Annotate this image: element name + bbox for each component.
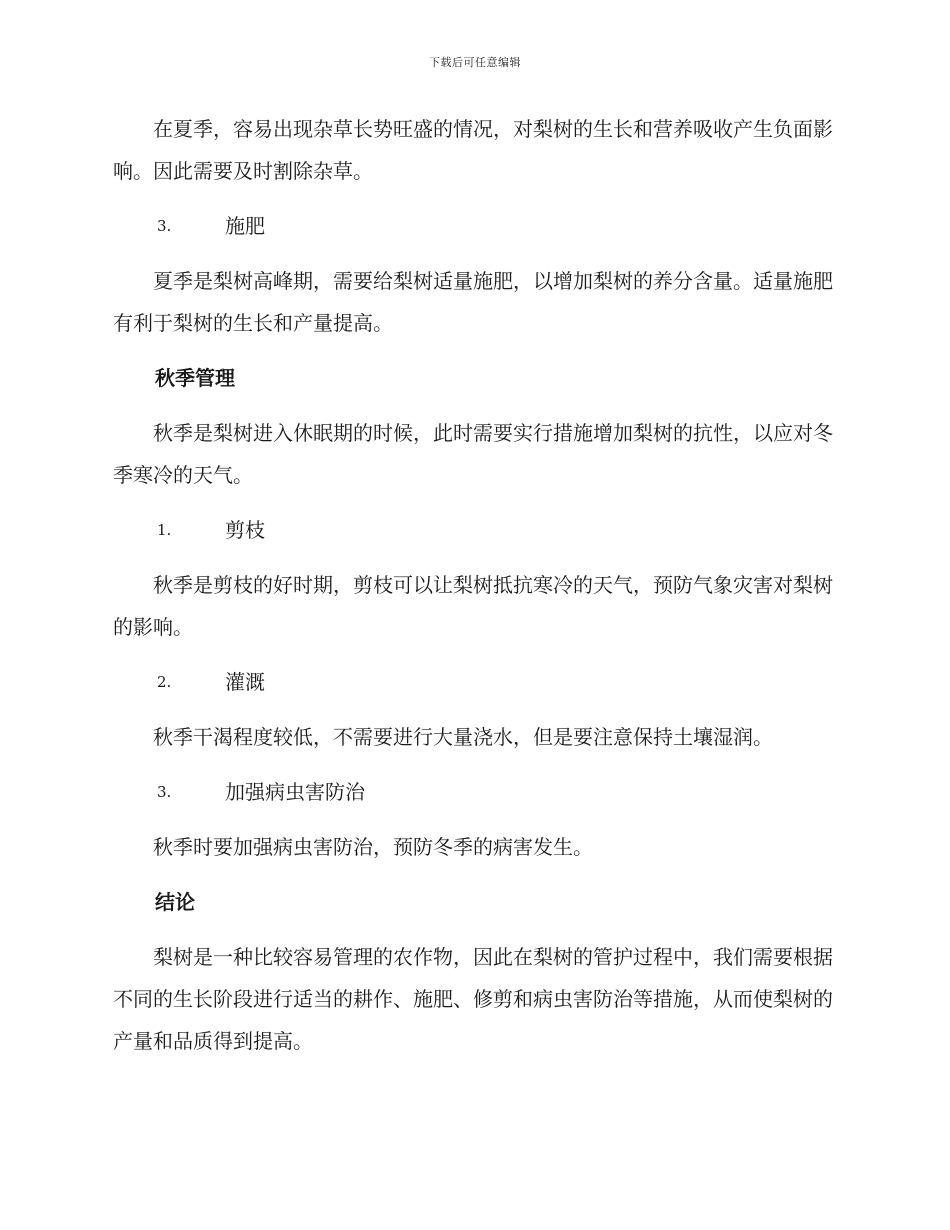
list-label: 加强病虫害防治 (225, 780, 365, 804)
paragraph-pruning: 秋季是剪枝的好时期，剪枝可以让梨树抵抗寒冷的天气，预防气象灾害对梨树的影响。 (113, 573, 833, 639)
list-item-pest-control (113, 771, 833, 813)
list-label: 施肥 (225, 214, 265, 238)
section-heading-conclusion: 结论 (155, 890, 195, 914)
paragraph-weeding: 在夏季，容易出现杂草长势旺盛的情况，对梨树的生长和营养吸收产生负面影响。因此需要及时割除杂草。 (113, 117, 833, 183)
list-number: 2. (157, 673, 172, 691)
document-body (113, 108, 833, 1075)
page-header: 下载后可任意编辑 (429, 56, 521, 69)
list-number: 1. (157, 521, 172, 539)
list-item-pruning (113, 509, 833, 551)
paragraph-fertilize: 夏季是梨树高峰期，需要给梨树适量施肥，以增加梨树的养分含量。适量施肥有利于梨树的生长和产量提高。 (113, 269, 833, 335)
list-number: 3. (157, 783, 172, 801)
paragraph-conclusion: 梨树是一种比较容易管理的农作物，因此在梨树的管护过程中，我们需要根据不同的生长阶段进行适当的耕作、施肥、修剪和病虫害防治等措施，从而使梨树的产量和品质得到提高。 (113, 945, 833, 1053)
list-label: 灌溉 (225, 670, 265, 694)
list-item-fertilize (113, 205, 833, 247)
list-number: 3. (157, 217, 172, 235)
list-label: 剪枝 (225, 518, 265, 542)
paragraph-irrigation: 秋季干渴程度较低，不需要进行大量浇水，但是要注意保持土壤湿润。 (153, 725, 773, 749)
section-heading-autumn: 秋季管理 (155, 366, 235, 390)
paragraph-pest-control: 秋季时要加强病虫害防治，预防冬季的病害发生。 (153, 835, 593, 859)
list-item-irrigation (113, 661, 833, 703)
paragraph-autumn-intro: 秋季是梨树进入休眠期的时候，此时需要实行措施增加梨树的抗性，以应对冬季寒冷的天气。 (113, 421, 833, 487)
